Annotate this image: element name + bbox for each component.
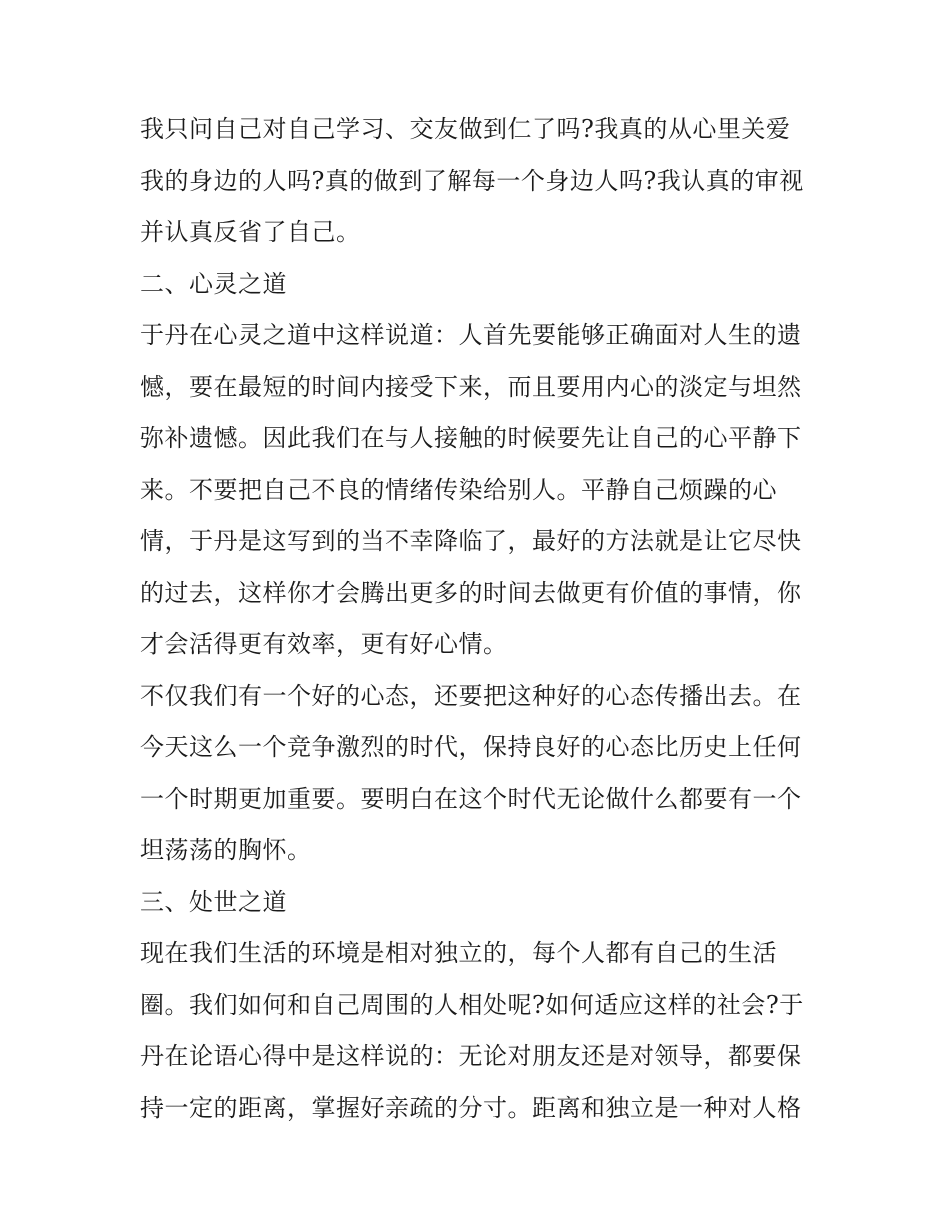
text-line: 憾，要在最短的时间内接受下来，而且要用内心的淡定与坦然	[140, 372, 802, 401]
text-line: 我只问自己对自己学习、交友做到仁了吗?我真的从心里关爱	[140, 115, 791, 143]
section-heading: 三、处世之道	[140, 887, 287, 916]
text-line: 来。不要把自己不良的情绪传染给别人。平静自己烦躁的心	[140, 475, 777, 504]
text-line: 情，于丹是这写到的当不幸降临了，最好的方法就是让它尽快	[140, 527, 802, 555]
text-line: 现在我们生活的环境是相对独立的，每个人都有自己的生活	[140, 939, 777, 967]
text-line: 于丹在心灵之道中这样说道：人首先要能够正确面对人生的遗	[140, 321, 802, 349]
text-line: 我的身边的人吗?真的做到了解每一个身边人吗?我认真的审视	[140, 166, 804, 195]
text-line: 今天这么一个竞争激烈的时代，保持良好的心态比历史上任何	[140, 733, 802, 761]
text-line: 弥补遗憾。因此我们在与人接触的时候要先让自己的心平静下	[140, 424, 802, 452]
text-line: 坦荡荡的胸怀。	[140, 836, 312, 864]
text-line: 不仅我们有一个好的心态，还要把这种好的心态传播出去。在	[140, 681, 802, 710]
text-line: 圈。我们如何和自己周围的人相处呢?如何适应这样的社会?于	[140, 990, 804, 1019]
text-line: 的过去，这样你才会腾出更多的时间去做更有价值的事情，你	[140, 578, 802, 607]
text-line: 丹在论语心得中是这样说的：无论对朋友还是对领导，都要保	[140, 1042, 802, 1070]
section-heading: 二、心灵之道	[140, 269, 287, 298]
body-text	[140, 104, 816, 1134]
text-line: 一个时期更加重要。要明白在这个时代无论做什么都要有一个	[140, 784, 802, 813]
text-line: 持一定的距离，掌握好亲疏的分寸。距离和独立是一种对人格	[140, 1093, 802, 1122]
text-line: 并认真反省了自己。	[140, 218, 361, 246]
text-line: 才会活得更有效率，更有好心情。	[140, 630, 508, 658]
